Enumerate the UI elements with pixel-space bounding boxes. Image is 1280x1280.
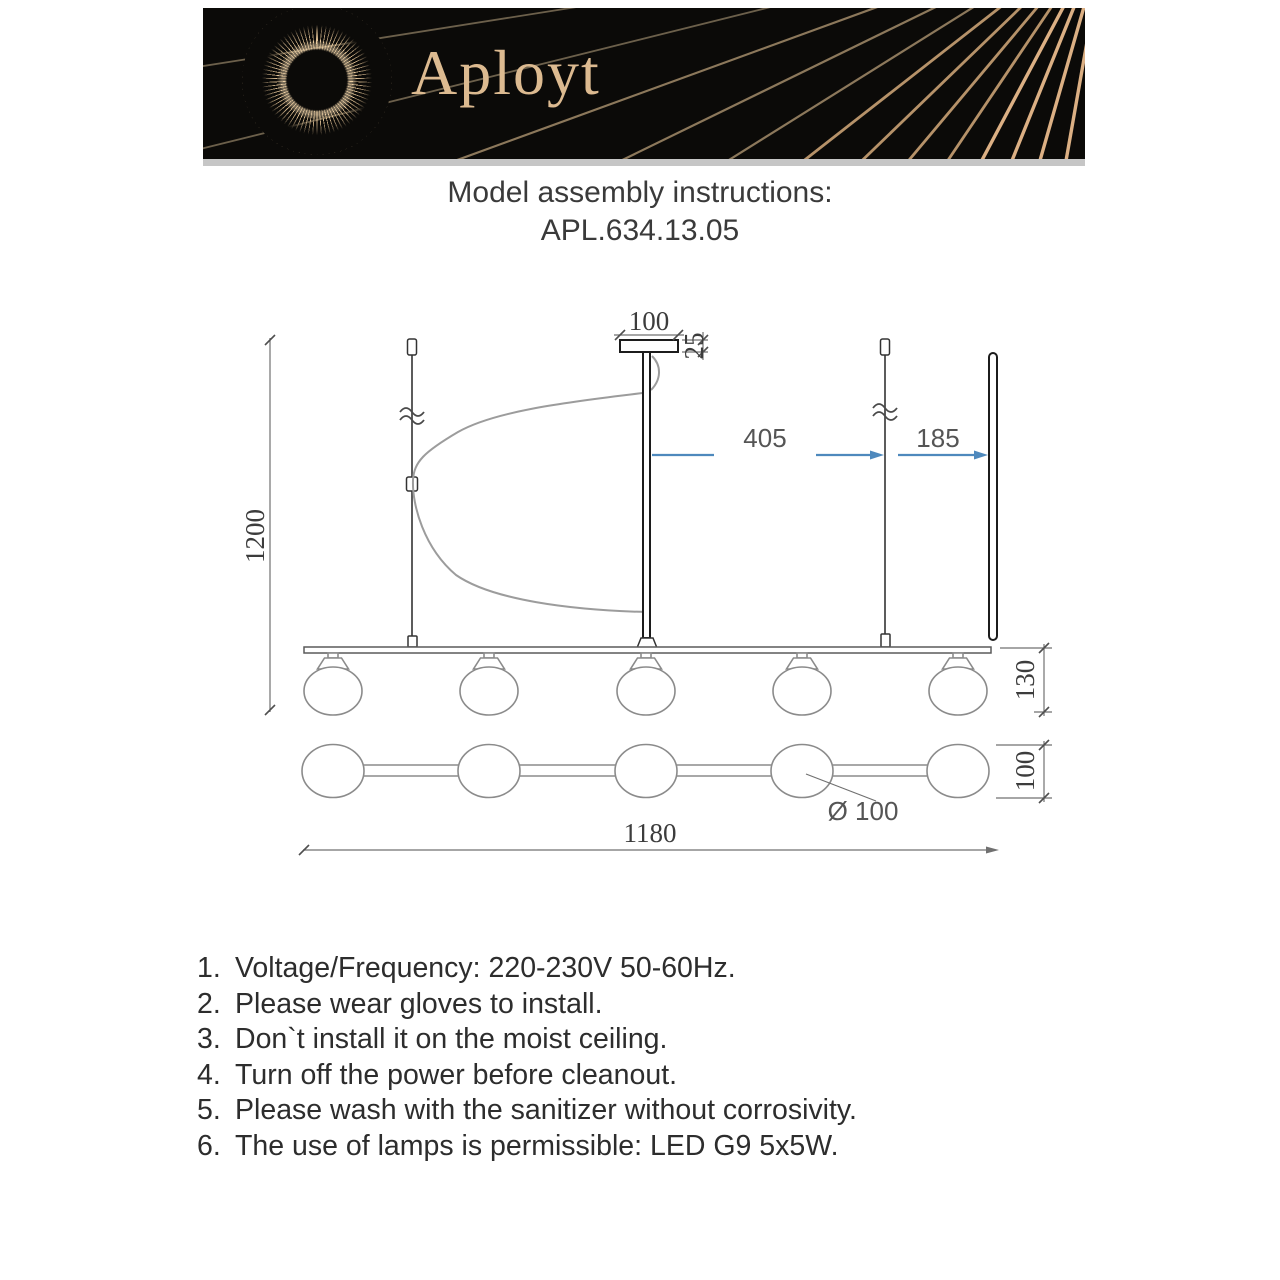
instruction-text: Don`t install it on the moist ceiling.: [235, 1023, 668, 1056]
assembly-diagram: [0, 300, 1280, 880]
instruction-item-2: [197, 987, 857, 1023]
brand-banner: [203, 8, 1085, 166]
instruction-item-1: [197, 951, 857, 987]
lamp-globe-front-2: [460, 653, 518, 715]
instruction-text: The use of lamps is permissible: LED G9 5x5W.: [235, 1129, 839, 1162]
ceiling-canopy: [620, 340, 678, 352]
instruction-number: 1.: [197, 952, 221, 984]
center-rod: [637, 352, 657, 648]
dim-canopy-width: 100: [628, 306, 670, 336]
instruction-text: Please wash with the sanitizer without corrosivity.: [235, 1094, 857, 1127]
fixture-bar-plan-view: [302, 745, 989, 798]
instruction-item-3: [197, 1022, 857, 1058]
dim-globe-plan-height: 100: [1010, 750, 1040, 792]
instruction-text: Voltage/Frequency: 220-230V 50-60Hz.: [235, 952, 736, 984]
dim-cable-to-end-group: [898, 423, 988, 460]
lamp-globe-front-3: [617, 653, 675, 715]
dim-rod-to-cable-group: [652, 423, 884, 460]
instruction-list: [197, 951, 857, 1165]
dim-globe-drop-group: [1000, 643, 1052, 717]
instruction-number: 4.: [197, 1058, 221, 1091]
dim-canopy-height-group: [679, 332, 709, 360]
instruction-text: Turn off the power before cleanout.: [235, 1058, 678, 1091]
lamp-globes-front-view: [304, 653, 987, 715]
instruction-number: 2.: [197, 987, 221, 1020]
sunburst-fade-overlay: [242, 8, 392, 155]
suspension-cable-left: [400, 339, 424, 647]
dim-drop-height-group: [240, 335, 275, 715]
dim-cable-to-end: 185: [916, 423, 960, 453]
lamp-globe-plan-1: [302, 745, 364, 798]
dim-rod-to-cable: 405: [743, 423, 787, 453]
instruction-number: 5.: [197, 1094, 221, 1127]
power-cord: [413, 356, 659, 612]
instruction-text: Please wear gloves to install.: [235, 987, 603, 1020]
title-line-2-model-code: APL.634.13.05: [540, 214, 740, 247]
instruction-number: 6.: [197, 1129, 221, 1162]
lamp-globe-front-1: [304, 653, 362, 715]
dim-globe-diameter: Ø 100: [827, 796, 899, 826]
lamp-globe-plan-2: [458, 745, 520, 798]
dim-globe-drop: 130: [1010, 659, 1040, 701]
lamp-globe-front-4: [773, 653, 831, 715]
instruction-number: 3.: [197, 1023, 221, 1056]
dim-globe-plan-height-group: [996, 740, 1052, 803]
page-title: [0, 174, 1280, 250]
brand-logo-text: Aployt: [411, 37, 601, 108]
dim-drop-height: 1200: [240, 509, 270, 563]
dim-total-length: 1180: [623, 818, 677, 848]
fixture-bar-front-view: [304, 647, 991, 653]
instruction-item-6: [197, 1129, 857, 1165]
title-line-1: Model assembly instructions:: [447, 176, 833, 209]
instruction-item-5: [197, 1093, 857, 1129]
lamp-globe-plan-5: [927, 745, 989, 798]
dim-canopy-height: 25: [679, 332, 709, 360]
lamp-globe-plan-4: [771, 745, 833, 798]
instruction-item-4: [197, 1058, 857, 1094]
lamp-globe-front-5: [929, 653, 987, 715]
suspension-cable-right: [873, 339, 897, 647]
lamp-globe-plan-3: [615, 745, 677, 798]
dim-canopy-width-group: [614, 306, 684, 340]
side-rod: [989, 353, 997, 640]
